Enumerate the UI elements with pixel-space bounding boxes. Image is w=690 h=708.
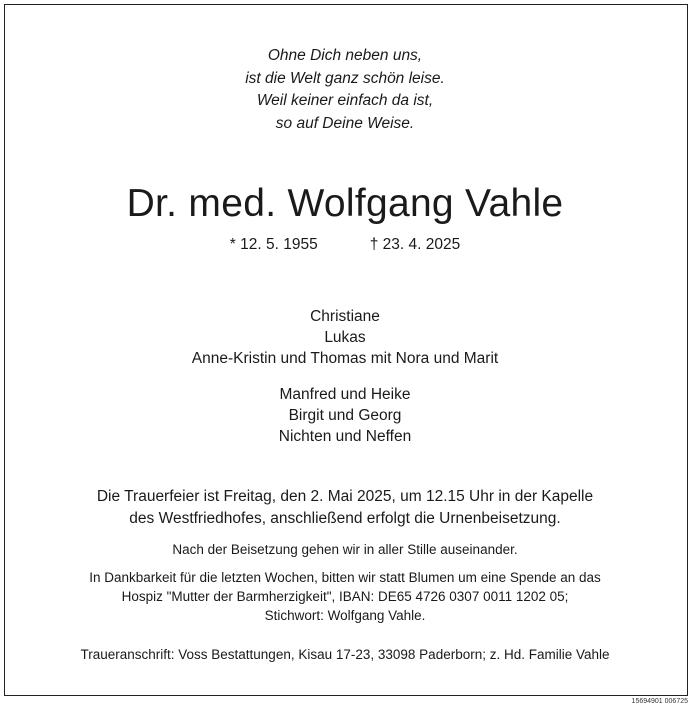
poem-line: so auf Deine Weise. [275,114,415,132]
poem-line: Ohne Dich neben uns, [267,47,423,64]
donation-line: Stichwort: Wolfgang Vahle. [264,608,426,623]
family-member: Christiane [310,308,380,325]
donation-note [0,568,690,625]
service-line: Die Trauerfeier ist Freitag, den 2. Mai 2025, um 12.15 Uhr in der Kapelle [96,488,594,505]
family-group-1 [0,306,690,369]
donation-line: Hospiz "Mutter der Barmherzigkeit", IBAN: DE65 4726 0307 0011 1202 05; [121,589,569,604]
family-group-2 [0,384,690,447]
service-line: des Westfriedhofes, anschließend erfolgt die Urnenbeisetzung. [129,510,561,527]
poem [0,45,690,135]
family-member: Birgit und Georg [288,407,402,424]
family-member: Anne-Kristin und Thomas mit Nora und Marit [191,350,499,367]
family-member: Manfred und Heike [279,386,411,403]
death-date: † 23. 4. 2025 [369,236,461,253]
family-member: Lukas [324,329,366,346]
life-dates [0,235,690,255]
mourning-address: Traueranschrift: Voss Bestattungen, Kisau 17-23, 33098 Paderborn; z. Hd. Familie Vahle [80,647,610,662]
poem-line: ist die Welt ganz schön leise. [245,69,445,87]
birth-date: * 12. 5. 1955 [229,236,318,253]
poem-line: Weil keiner einfach da ist, [256,92,434,109]
stille-note: Nach der Beisetzung gehen wir in aller Stille auseinander. [172,542,518,557]
family-member: Nichten und Neffen [278,428,412,445]
deceased-name: Dr. med. Wolfgang Vahle [126,182,564,225]
donation-line: In Dankbarkeit für die letzten Wochen, bitten wir statt Blumen um eine Spende an das [89,570,601,585]
funeral-service [0,486,690,530]
ad-code: 15694901 006725 [631,698,688,705]
